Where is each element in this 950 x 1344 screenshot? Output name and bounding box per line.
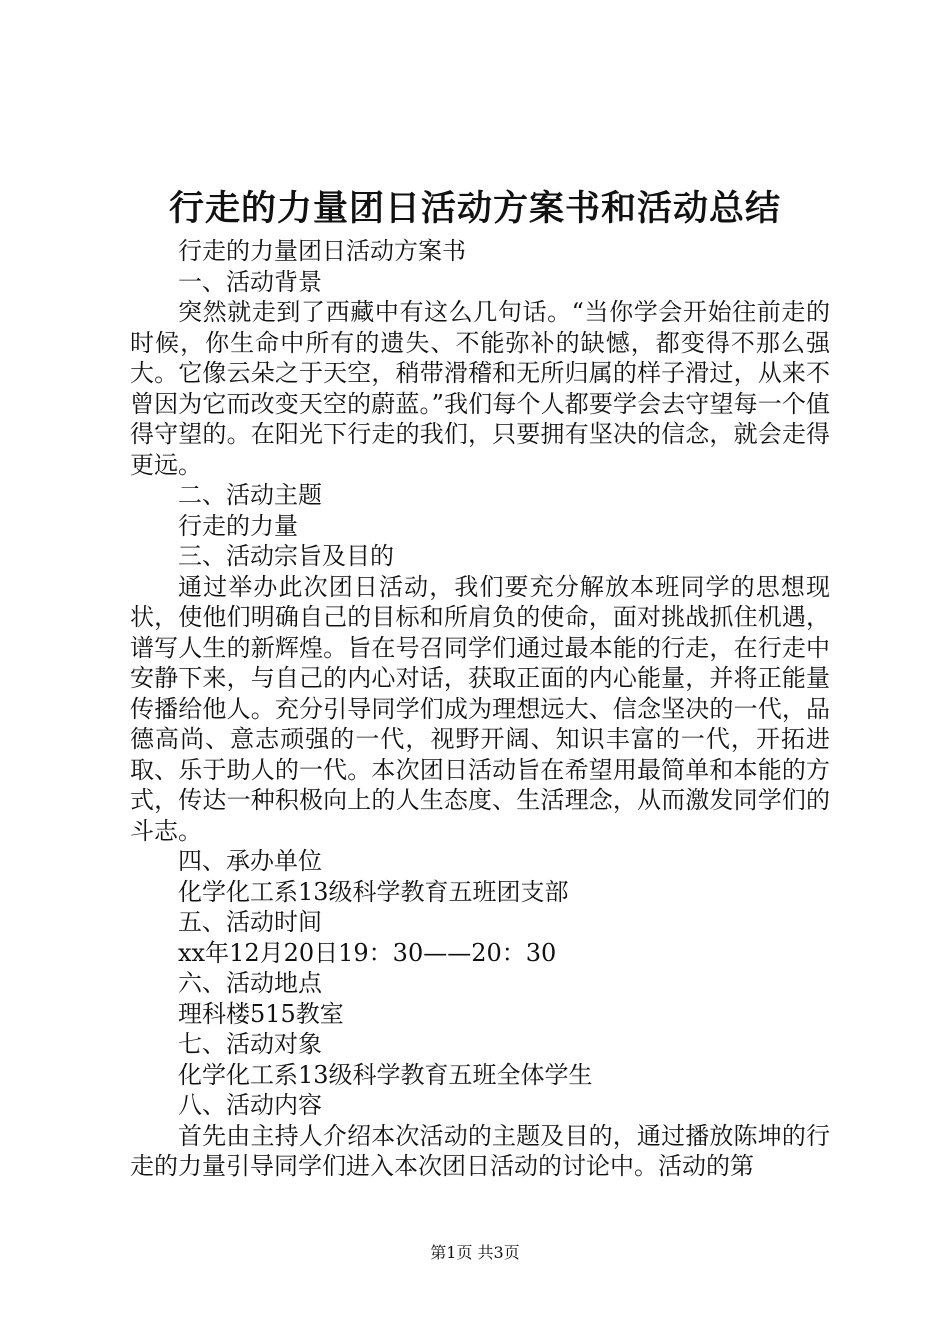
page-number-footer: 第1页 共3页	[430, 1243, 520, 1262]
audience-paragraph: 化学化工系13级科学教育五班全体学生	[178, 1060, 593, 1089]
document-title: 行走的力量团日活动方案书和活动总结	[168, 188, 781, 229]
document-body	[130, 236, 830, 1182]
section-heading-time: 五、活动时间	[178, 908, 322, 936]
time-paragraph: xx年12月20日19：30——20：30	[178, 938, 557, 967]
section-heading-theme: 二、活动主题	[178, 481, 322, 509]
subtitle-paragraph: 行走的力量团日活动方案书	[178, 237, 466, 265]
content-paragraph: 首先由主持人介绍本次活动的主题及目的，通过播放陈坤的行走的力量引导同学们进入本次团日活动的讨论中。活动的第	[130, 1121, 830, 1180]
section-heading-purpose: 三、活动宗旨及目的	[178, 542, 394, 570]
section-heading-background: 一、活动背景	[178, 267, 322, 296]
theme-paragraph: 行走的力量	[178, 511, 298, 540]
section-heading-audience: 七、活动对象	[178, 1030, 322, 1058]
section-heading-location: 六、活动地点	[178, 969, 322, 997]
organizer-paragraph: 化学化工系13级科学教育五班团支部	[178, 877, 569, 906]
section-heading-content: 八、活动内容	[178, 1091, 322, 1119]
background-paragraph: 突然就走到了西藏中有这么几句话。“当你学会开始往前走的时候，你生命中所有的遗失、不能弥补的缺憾，都变得不那么强大。它像云朵之于天空，稍带滑稽和无所归属的样子滑过，从来不曾因为它而改变天空的蔚蓝。”我们每个人都要学会去守望每一个值得守望的。在阳光下行走的我们，只要拥有坚决的信念，就会走得更远。	[130, 298, 830, 479]
location-paragraph: 理科楼515教室	[178, 999, 344, 1028]
section-heading-organizer: 四、承办单位	[178, 847, 322, 875]
purpose-paragraph: 通过举办此次团日活动，我们要充分解放本班同学的思想现状，使他们明确自己的目标和所肩负的使命，面对挑战抓住机遇，谱写人生的新辉煌。旨在号召同学们通过最本能的行走，在行走中安静下来，与自己的内心对话，获取正面的内心能量，并将正能量传播给他人。充分引导同学们成为理想远大、信念坚决的一代，品德高尚、意志顽强的一代，视野开阔、知识丰富的一代，开拓进取、乐于助人的一代。本次团日活动旨在希望用最简单和本能的方式，传达一种积极向上的人生态度、生活理念，从而激发同学们的斗志。	[130, 572, 830, 845]
